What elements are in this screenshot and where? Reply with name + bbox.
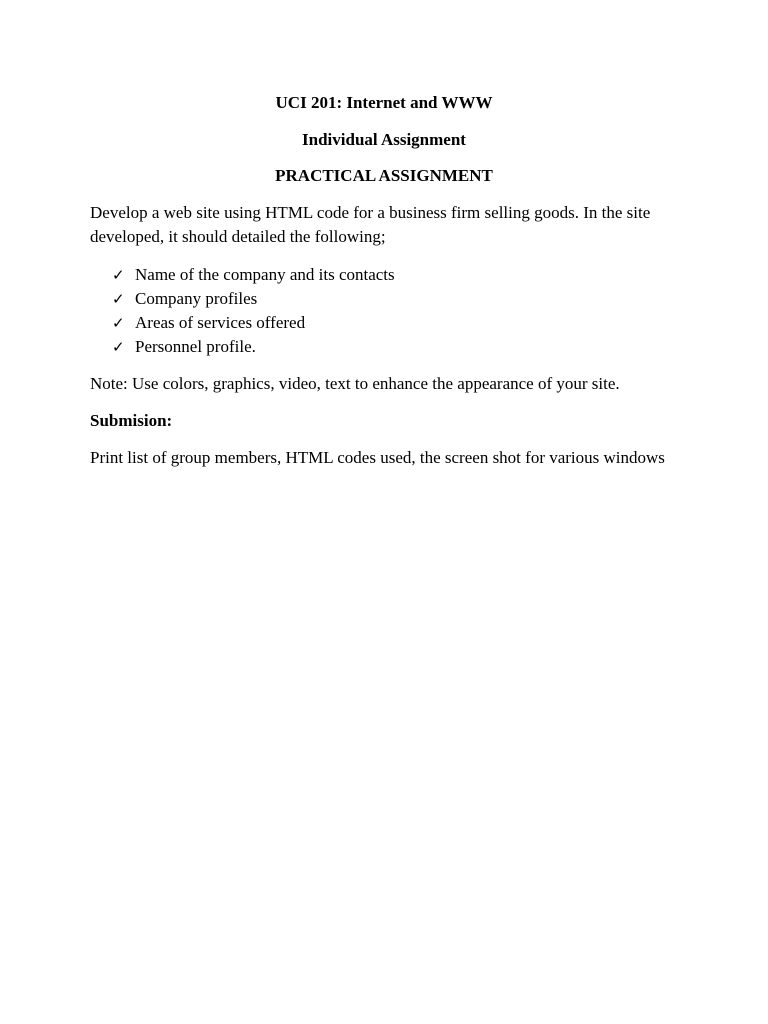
- note-paragraph: Note: Use colors, graphics, video, text to enhance the appearance of your site.: [90, 374, 620, 393]
- course-title: UCI 201: Internet and WWW: [275, 93, 493, 112]
- assignment-type: Individual Assignment: [302, 130, 466, 149]
- submission-paragraph: Print list of group members, HTML codes used, the screen shot for various windows: [90, 448, 665, 467]
- submission-heading: Submision:: [90, 411, 173, 430]
- requirement-text: Name of the company and its contacts: [135, 265, 395, 284]
- list-item: [112, 287, 678, 311]
- checkmark-icon: ✓: [112, 338, 125, 356]
- intro-paragraph: Develop a web site using HTML code for a business firm selling goods. In the site developed, it should detailed the following;: [90, 203, 651, 246]
- requirement-text: Personnel profile.: [135, 337, 256, 356]
- requirement-text: Areas of services offered: [135, 313, 306, 332]
- requirement-text: Company profiles: [135, 289, 258, 308]
- checkmark-icon: ✓: [112, 290, 125, 308]
- list-item: [112, 263, 678, 287]
- checkmark-icon: ✓: [112, 314, 125, 332]
- requirements-list: [90, 263, 678, 359]
- assignment-heading: PRACTICAL ASSIGNMENT: [275, 166, 493, 185]
- list-item: [112, 311, 678, 335]
- list-item: [112, 335, 678, 359]
- checkmark-icon: ✓: [112, 266, 125, 284]
